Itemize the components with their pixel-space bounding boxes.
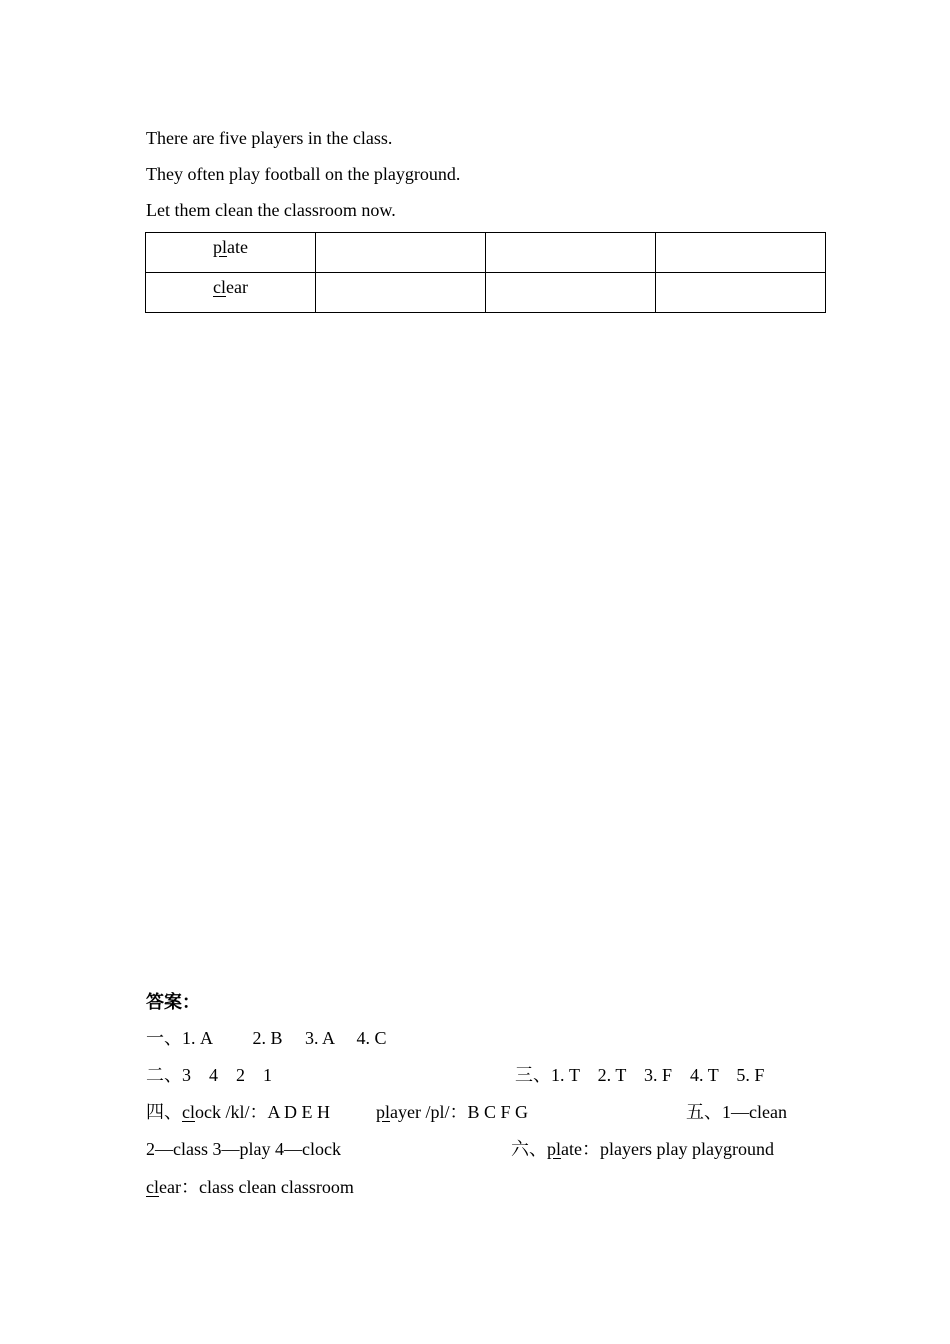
answer-section-2: 二、3 4 2 1 <box>146 1065 272 1085</box>
answer-4-prefix: 四、 <box>146 1102 182 1122</box>
table-cell-word <box>146 273 316 313</box>
table-cell-blank[interactable] <box>486 233 656 273</box>
table-cell-word <box>146 233 316 273</box>
table-row <box>146 233 826 273</box>
answer-4-part-1: ock /kl/：A D E H <box>195 1102 330 1122</box>
answer-section-6a <box>511 1138 774 1160</box>
answer-6-part-1: ate：players play playground <box>561 1139 774 1159</box>
table-cell-blank[interactable] <box>656 233 826 273</box>
answer-4-part-2: ayer /pl/：B C F G <box>390 1102 529 1122</box>
table-cell-blank[interactable] <box>656 273 826 313</box>
sentence-2: They often play football on the playground. <box>146 164 461 184</box>
answer-section-5a: 五、1—clean <box>686 1102 787 1122</box>
sentence-1: There are five players in the class. <box>146 128 393 148</box>
answer-section-5b: 2—class 3—play 4—clock <box>146 1139 341 1159</box>
answer-section-1: 一、1. A 2. B 3. A 4. C <box>146 1028 387 1048</box>
answers-title: 答案： <box>146 992 200 1012</box>
phonics-table <box>145 232 826 313</box>
word-rest: ear <box>226 277 248 297</box>
underlined-letters: pl <box>547 1139 562 1159</box>
answer-section-3: 三、1. T 2. T 3. F 4. T 5. F <box>515 1065 765 1085</box>
underlined-letters: cl <box>213 277 226 297</box>
answer-6-part-2: ear：class clean classroom <box>159 1177 354 1197</box>
answer-6-prefix: 六、 <box>511 1139 547 1159</box>
underlined-letters: pl <box>213 237 228 257</box>
answer-section-4b <box>376 1101 528 1123</box>
underlined-letters: cl <box>146 1177 159 1197</box>
table-row <box>146 273 826 313</box>
answer-section-6b <box>146 1176 354 1198</box>
table-cell-blank[interactable] <box>486 273 656 313</box>
sentence-3: Let them clean the classroom now. <box>146 200 396 220</box>
underlined-letters: cl <box>182 1102 195 1122</box>
table-cell-blank[interactable] <box>316 273 486 313</box>
table-cell-blank[interactable] <box>316 233 486 273</box>
underlined-letters: pl <box>376 1102 391 1122</box>
word-rest: ate <box>227 237 248 257</box>
answer-section-4 <box>146 1101 330 1123</box>
